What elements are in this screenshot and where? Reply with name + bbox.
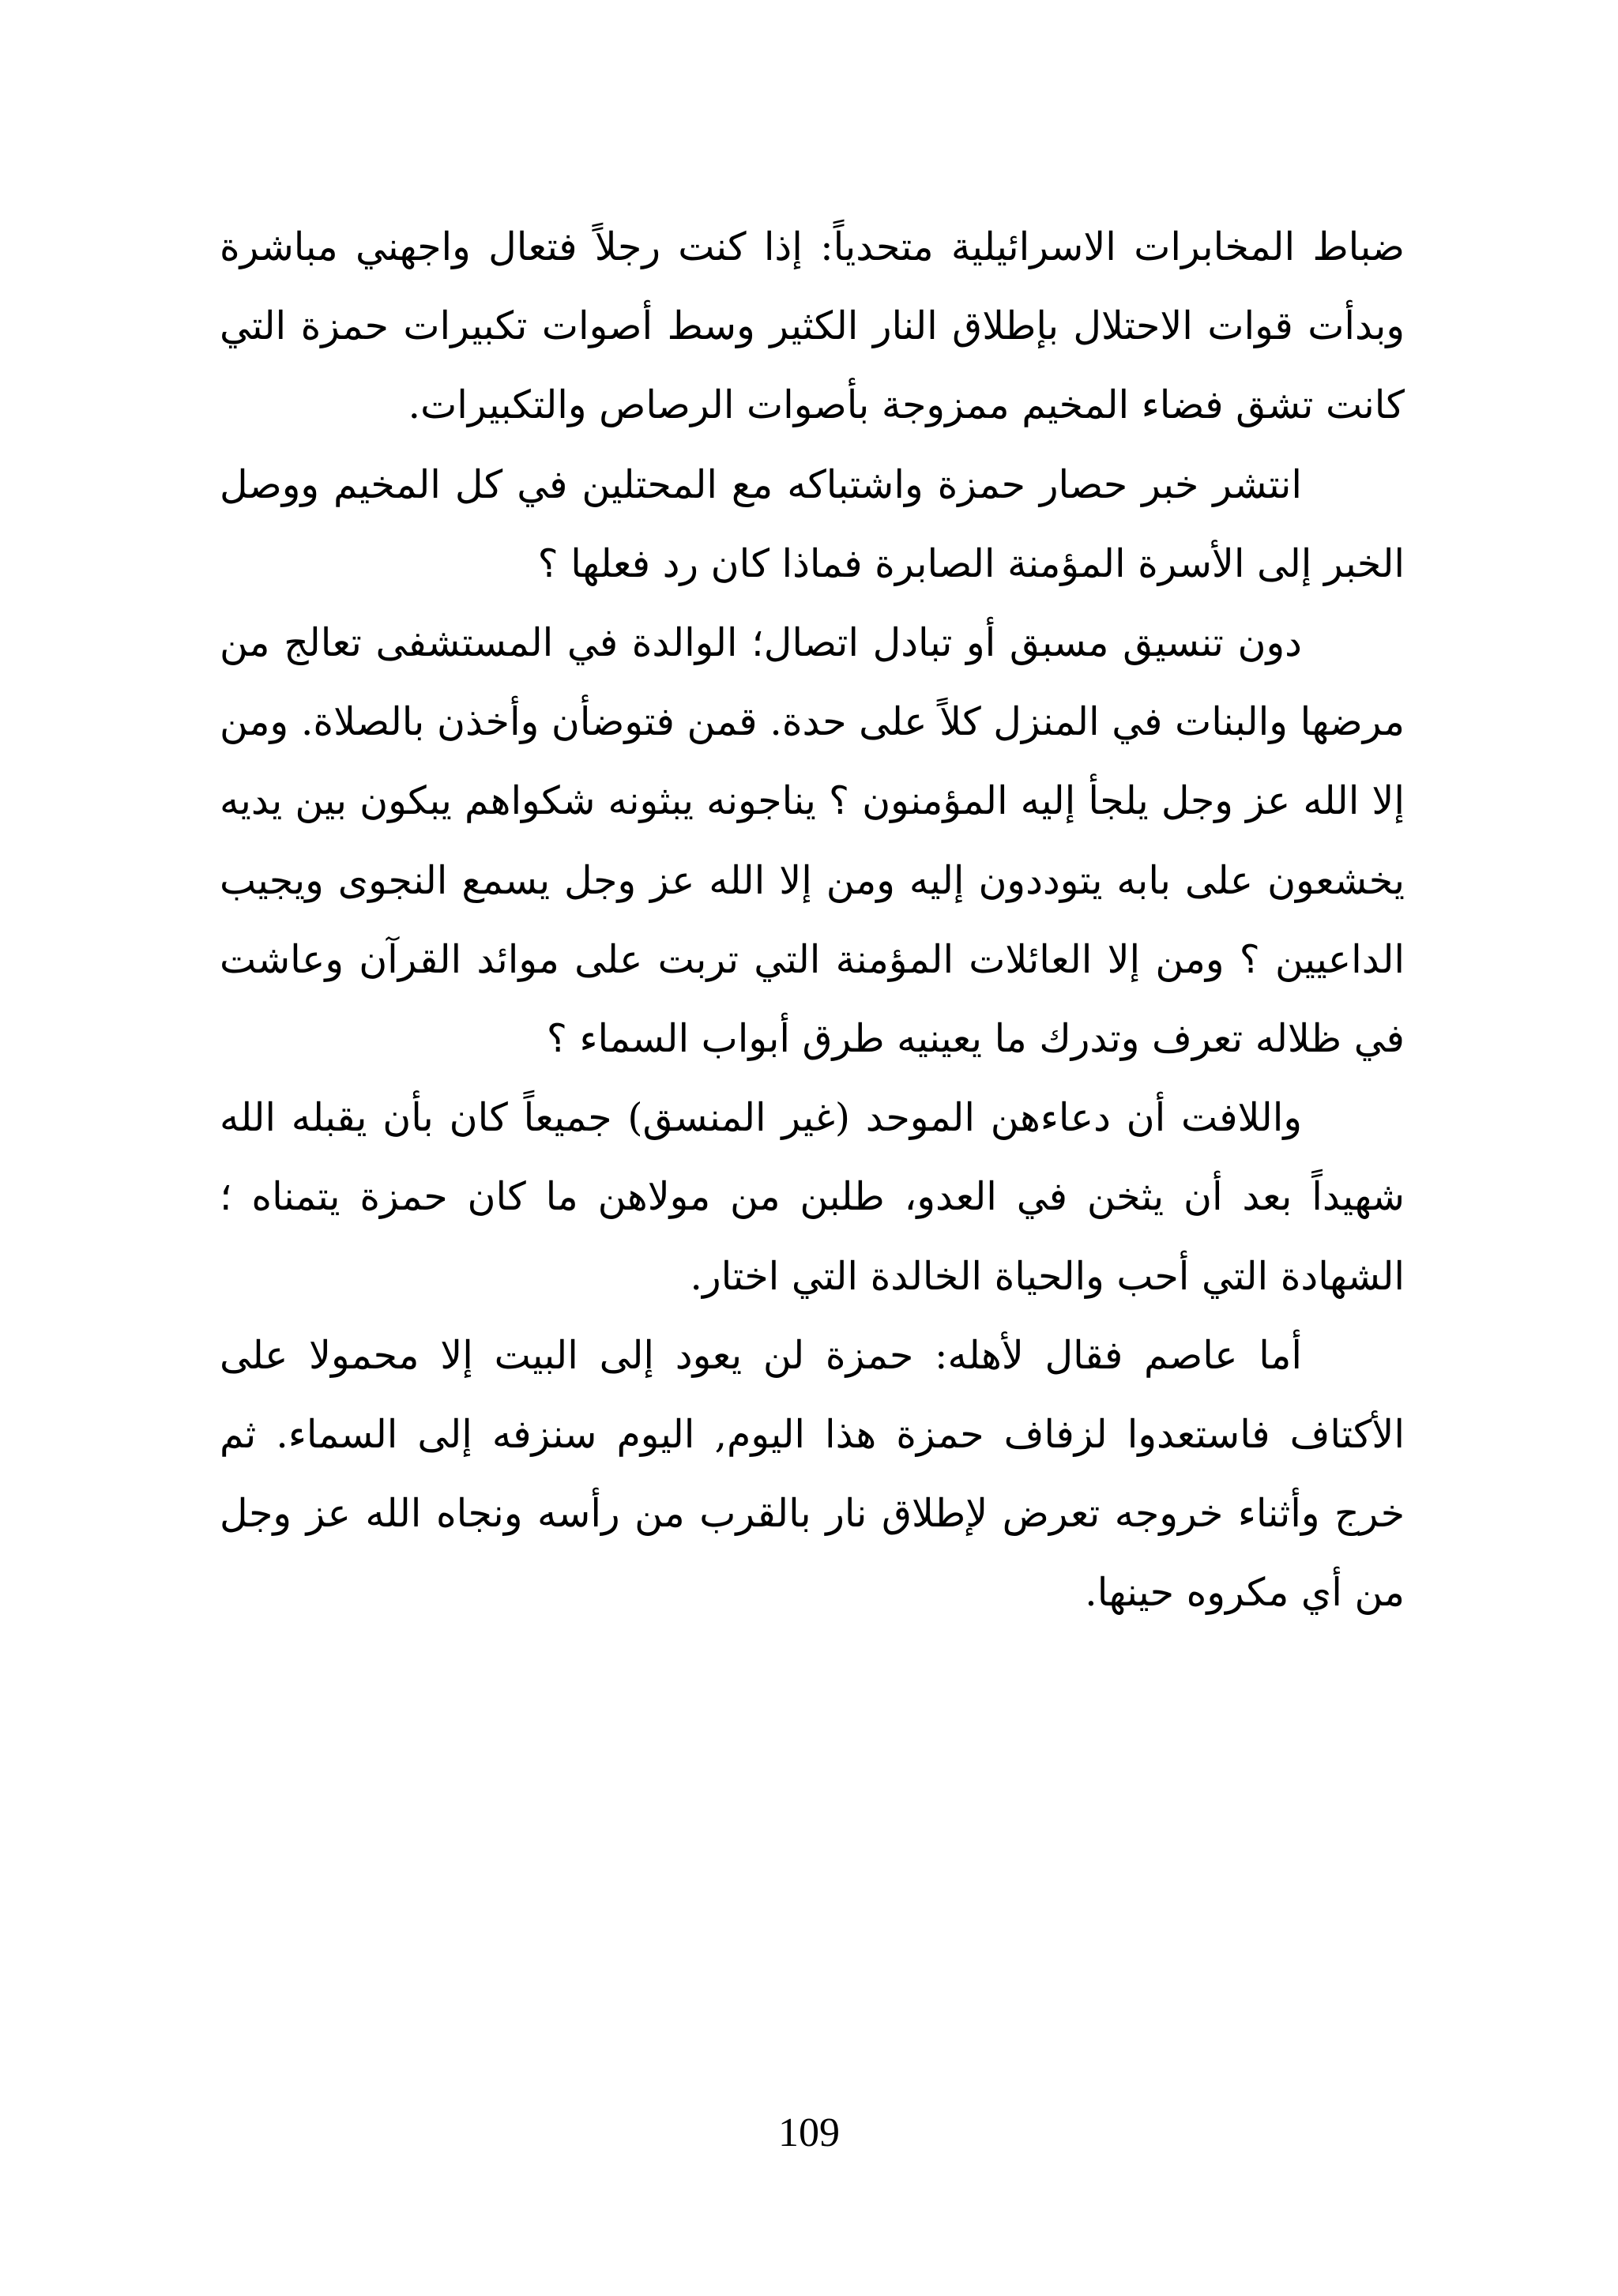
page-number: 109 — [778, 2110, 840, 2155]
paragraph-5: أما عاصم فقال لأهله: حمزة لن يعود إلى البيت إلا محمولا على الأكتاف فاستعدوا لزفاف حمزة هذا اليوم, اليوم سنزفه إلى السماء. ثم خرج وأثناء خروجه تعرض لإطلاق نار بالقرب من رأسه ونجاه الله عز وجل من أي مكروه حينها. — [220, 1332, 1405, 1616]
paragraph-2: انتشر خبر حصار حمزة واشتباكه مع المحتلين في كل المخيم ووصل الخبر إلى الأسرة المؤمنة الصابرة فماذا كان رد فعلها ؟ — [220, 461, 1405, 586]
paragraph-4: واللافت أن دعاءهن الموحد (غير المنسق) جميعاً كان بأن يقبله الله شهيداً بعد أن يثخن في العدو، طلبن من مولاهن ما كان حمزة يتمناه ؛الشهادة التي أحب والحياة الخالدة التي اختار. — [220, 1095, 1405, 1299]
paragraph-3: دون تنسيق مسبق أو تبادل اتصال؛ الوالدة في المستشفى تعالج من مرضها والبنات في المنزل كلاً على حدة. قمن فتوضأن وأخذن بالصلاة. ومن إلا الله عز وجل يلجأ إليه المؤمنون ؟ يناجونه يبثونه شكواهم يبكون بين يديه يخشعون على بابه يتوددون إليه ومن إلا الله عز وجل يسمع النجوى ويجيب الداعيين ؟ ومن إلا العائلات المؤمنة التي تربت على موائد القرآن وعاشت في ظلاله تعرف وتدرك ما يعينيه طرق أبواب السماء ؟ — [220, 620, 1405, 1062]
body-text — [220, 208, 1405, 1633]
paragraph-1: ضباط المخابرات الاسرائيلية متحدياً: إذا كنت رجلاً فتعال واجهني مباشرة وبدأت قوات الاحتلال بإطلاق النار الكثير وسط أصوات تكبيرات حمزة التي كانت تشق فضاء المخيم ممزوجة بأصوات الرصاص والتكبيرات. — [220, 224, 1405, 428]
